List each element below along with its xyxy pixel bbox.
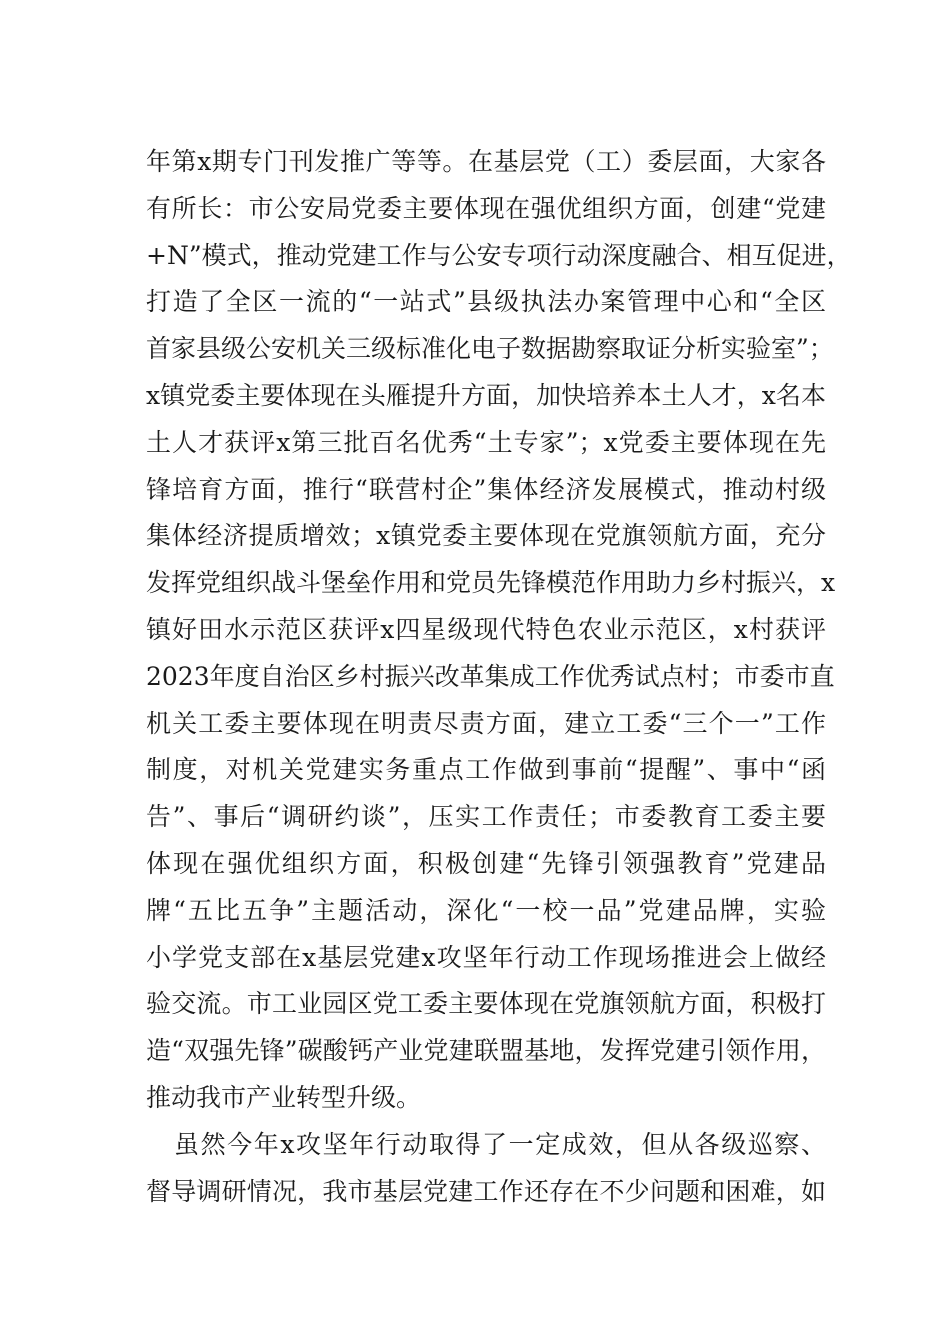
paragraph-line: 推动我市产业转型升级。 xyxy=(146,1083,422,1112)
paragraph-line: 机关工委主要体现在明责尽责方面，建立工委“三个一”工作 xyxy=(146,709,826,738)
paragraph-line: +N”模式，推动党建工作与公安专项行动深度融合、相互促进， xyxy=(146,241,852,270)
paragraph-line: 制度，对机关党建实务重点工作做到事前“提醒”、事中“函 xyxy=(146,755,826,784)
paragraph-line: 发挥党组织战斗堡垒作用和党员先锋模范作用助力乡村振兴，x xyxy=(146,568,836,597)
paragraph-line: x镇党委主要体现在头雁提升方面，加快培养本土人才，x名本 xyxy=(146,381,826,410)
paragraph-line: 镇好田水示范区获评x四星级现代特色农业示范区，x村获评 xyxy=(146,615,826,644)
paragraph-line: 牌“五比五争”主题活动，深化“一校一品”党建品牌，实验 xyxy=(146,896,826,925)
paragraph-line: 锋培育方面，推行“联营村企”集体经济发展模式，推动村级 xyxy=(146,475,826,504)
paragraph-line: 虽然今年x攻坚年行动取得了一定成效，但从各级巡察、 xyxy=(174,1130,826,1159)
paragraph-line: 年第x期专门刊发推广等等。在基层党（工）委层面，大家各 xyxy=(146,147,826,176)
paragraph-line: 首家县级公安机关三级标准化电子数据勘察取证分析实验室”； xyxy=(146,334,834,363)
paragraph-line: 小学党支部在x基层党建x攻坚年行动工作现场推进会上做经 xyxy=(146,943,826,972)
paragraph-line: 造“双强先锋”碳酸钙产业党建联盟基地，发挥党建引领作用， xyxy=(146,1036,826,1065)
paragraph-line: 集体经济提质增效；x镇党委主要体现在党旗领航方面，充分 xyxy=(146,521,826,550)
paragraph-line: 打造了全区一流的“一站式”县级执法办案管理中心和“全区 xyxy=(146,287,826,316)
paragraph-line: 督导调研情况，我市基层党建工作还存在不少问题和困难，如 xyxy=(146,1177,826,1206)
paragraph-line: 2023年度自治区乡村振兴改革集成工作优秀试点村；市委市直 xyxy=(146,662,835,691)
paragraph-line: 有所长：市公安局党委主要体现在强优组织方面，创建“党建 xyxy=(146,194,826,223)
paragraph-line: 体现在强优组织方面，积极创建“先锋引领强教育”党建品 xyxy=(146,849,826,878)
paragraph-line: 告”、事后“调研约谈”，压实工作责任；市委教育工委主要 xyxy=(146,802,826,831)
paragraph-line: 土人才获评x第三批百名优秀“土专家”；x党委主要体现在先 xyxy=(146,428,826,457)
paragraph-line: 验交流。市工业园区党工委主要体现在党旗领航方面，积极打 xyxy=(146,989,826,1018)
